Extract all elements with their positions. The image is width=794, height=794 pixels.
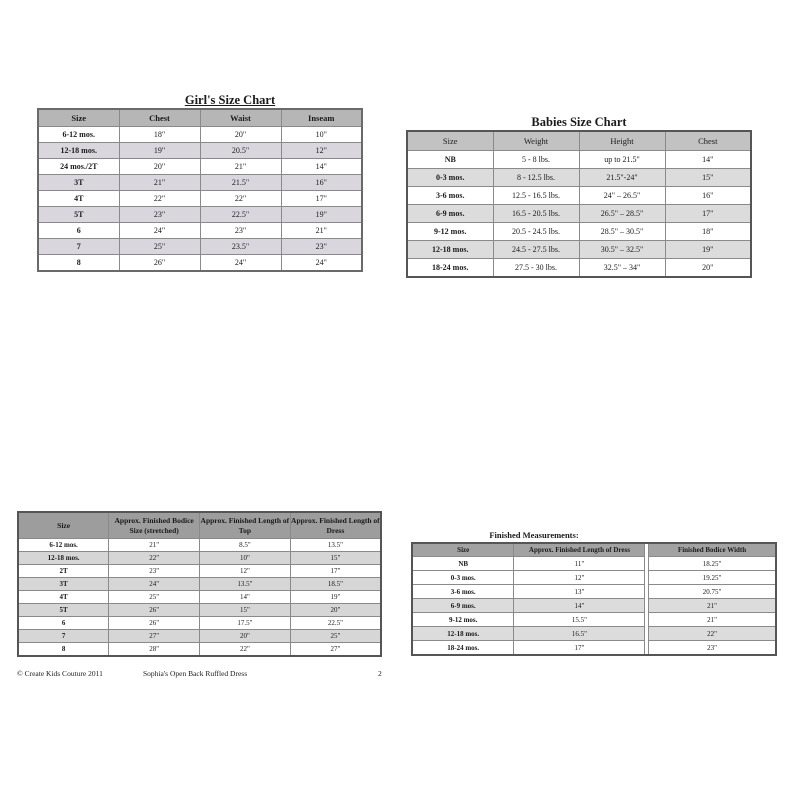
table-row [38,143,362,159]
value-cell: 27" [109,630,200,643]
value-cell: 26" [109,617,200,630]
copyright-text: © Create Kids Couture 2011 [17,669,103,678]
table-row [412,641,776,656]
table-header-row [412,543,776,557]
value-cell: 17" [665,205,751,223]
table-row [18,630,381,643]
size-cell: 9-12 mos. [407,223,493,241]
table-row [407,223,751,241]
finished-sizes-chart [17,511,382,657]
size-cell: 7 [38,239,119,255]
size-cell: 6 [38,223,119,239]
table-row [38,239,362,255]
value-cell: 23" [649,641,776,656]
size-cell: 3T [38,175,119,191]
table-row [38,207,362,223]
value-cell: 20" [200,127,281,143]
value-cell: 20.75" [649,585,776,599]
value-cell: 21.5" [200,175,281,191]
babies-chart-title: Babies Size Chart [531,115,627,129]
size-cell: 5T [38,207,119,223]
table-header-row [38,109,362,127]
finished-measurements-table [411,542,777,656]
value-cell: 20" [200,630,291,643]
table-row [407,205,751,223]
table-row [38,175,362,191]
table-row [18,591,381,604]
value-cell: 27" [290,643,381,657]
table-row [412,571,776,585]
value-cell: 21" [649,613,776,627]
girls-size-chart [37,92,363,272]
value-cell: 23" [281,239,362,255]
size-cell: 9-12 mos. [412,613,514,627]
column-header: Chest [119,109,200,127]
value-cell: 26.5" – 28.5" [579,205,665,223]
column-header: Approx. Finished Length of Dress [290,512,381,539]
table-row [412,585,776,599]
value-cell: 20.5 - 24.5 lbs. [493,223,579,241]
column-header: Finished Bodice Width [649,543,776,557]
value-cell: 24" [119,223,200,239]
table-row [18,539,381,552]
table-row [18,578,381,591]
value-cell: 17.5" [200,617,291,630]
value-cell: 21" [119,175,200,191]
value-cell: 27.5 - 30 lbs. [493,259,579,278]
value-cell: 18" [665,223,751,241]
column-header: Inseam [281,109,362,127]
babies-size-chart [406,115,752,278]
value-cell: 21.5"-24" [579,169,665,187]
value-cell: 13.5" [290,539,381,552]
column-header: Weight [493,131,579,151]
value-cell: 20.5" [200,143,281,159]
table-row [412,557,776,571]
value-cell: 21" [200,159,281,175]
value-cell: 22.5" [200,207,281,223]
size-cell: 3-6 mos. [407,187,493,205]
value-cell: 16" [665,187,751,205]
table-row [412,599,776,613]
value-cell: 26" [119,255,200,272]
value-cell: 14" [281,159,362,175]
value-cell: 8.5" [200,539,291,552]
value-cell: 15.5" [514,613,645,627]
document-title: Sophia's Open Back Ruffled Dress [143,669,248,678]
value-cell: 24" [281,255,362,272]
size-cell: 12-18 mos. [18,552,109,565]
girls-size-table [37,108,363,272]
table-row [38,255,362,272]
table-row [407,187,751,205]
table-row [18,604,381,617]
babies-size-table [406,130,752,278]
column-header: Chest [665,131,751,151]
finished-measurements-title: Finished Measurements: [489,530,579,540]
value-cell: 5 - 8 lbs. [493,151,579,169]
value-cell: 10" [200,552,291,565]
page-number: 2 [378,669,382,678]
table-row [407,241,751,259]
column-header: Approx. Finished Length of Dress [514,543,645,557]
value-cell: 22.5" [290,617,381,630]
value-cell: 12" [281,143,362,159]
column-header: Approx. Finished Length of Top [200,512,291,539]
value-cell: 20" [665,259,751,278]
value-cell: 12" [200,565,291,578]
value-cell: 21" [281,223,362,239]
value-cell: 30.5" – 32.5" [579,241,665,259]
size-cell: 12-18 mos. [407,241,493,259]
value-cell: 32.5" – 34" [579,259,665,278]
size-cell: 12-18 mos. [412,627,514,641]
column-header: Approx. Finished Bodice Size (stretched) [109,512,200,539]
value-cell: 20" [119,159,200,175]
table-row [38,127,362,143]
value-cell: 24" [109,578,200,591]
value-cell: 21" [649,599,776,613]
value-cell: 22" [649,627,776,641]
column-header: Size [407,131,493,151]
value-cell: 13" [514,585,645,599]
table-row [38,191,362,207]
size-cell: 12-18 mos. [38,143,119,159]
value-cell: 8 - 12.5 lbs. [493,169,579,187]
size-cell: 4T [38,191,119,207]
value-cell: 23" [119,207,200,223]
value-cell: 24" – 26.5" [579,187,665,205]
size-cell: NB [412,557,514,571]
value-cell: up to 21.5" [579,151,665,169]
table-row [18,552,381,565]
value-cell: 25" [290,630,381,643]
value-cell: 18.25" [649,557,776,571]
value-cell: 17" [514,641,645,656]
size-cell: 6-9 mos. [412,599,514,613]
table-row [412,613,776,627]
value-cell: 12" [514,571,645,585]
size-cell: 6-12 mos. [18,539,109,552]
value-cell: 14" [665,151,751,169]
size-cell: 6 [18,617,109,630]
size-cell: 0-3 mos. [412,571,514,585]
value-cell: 24" [200,255,281,272]
column-header: Size [412,543,514,557]
value-cell: 22" [200,191,281,207]
size-cell: 4T [18,591,109,604]
column-header: Size [38,109,119,127]
column-header: Size [18,512,109,539]
value-cell: 16.5 - 20.5 lbs. [493,205,579,223]
size-cell: 3T [18,578,109,591]
table-row [38,223,362,239]
size-cell: 0-3 mos. [407,169,493,187]
value-cell: 25" [119,239,200,255]
size-cell: 5T [18,604,109,617]
value-cell: 22" [200,643,291,657]
value-cell: 16.5" [514,627,645,641]
finished-sizes-table [17,511,382,657]
value-cell: 15" [290,552,381,565]
value-cell: 14" [514,599,645,613]
column-header: Height [579,131,665,151]
value-cell: 16" [281,175,362,191]
size-cell: 6-12 mos. [38,127,119,143]
value-cell: 22" [109,552,200,565]
table-row [38,159,362,175]
size-cell: 6-9 mos. [407,205,493,223]
value-cell: 23.5" [200,239,281,255]
value-cell: 28.5" – 30.5" [579,223,665,241]
value-cell: 26" [109,604,200,617]
size-cell: 24 mos./2T [38,159,119,175]
value-cell: 17" [290,565,381,578]
table-row [18,643,381,657]
value-cell: 15" [665,169,751,187]
value-cell: 11" [514,557,645,571]
value-cell: 19" [290,591,381,604]
table-row [407,169,751,187]
finished-measurements-chart [411,529,777,656]
column-header: Waist [200,109,281,127]
value-cell: 19.25" [649,571,776,585]
value-cell: 21" [109,539,200,552]
value-cell: 20" [290,604,381,617]
value-cell: 19" [281,207,362,223]
value-cell: 15" [200,604,291,617]
table-row [18,565,381,578]
value-cell: 25" [109,591,200,604]
table-row [407,259,751,278]
value-cell: 17" [281,191,362,207]
size-cell: NB [407,151,493,169]
table-row [407,151,751,169]
size-cell: 8 [18,643,109,657]
table-header-row [18,512,381,539]
value-cell: 19" [119,143,200,159]
page-footer [17,669,384,681]
table-row [18,617,381,630]
size-cell: 2T [18,565,109,578]
value-cell: 18.5" [290,578,381,591]
value-cell: 13.5" [200,578,291,591]
size-cell: 8 [38,255,119,272]
table-header-row [407,131,751,151]
value-cell: 14" [200,591,291,604]
size-cell: 18-24 mos. [407,259,493,278]
value-cell: 12.5 - 16.5 lbs. [493,187,579,205]
table-row [412,627,776,641]
value-cell: 23" [109,565,200,578]
value-cell: 10" [281,127,362,143]
value-cell: 28" [109,643,200,657]
size-cell: 18-24 mos. [412,641,514,656]
value-cell: 23" [200,223,281,239]
girls-chart-title: Girl's Size Chart [184,93,276,107]
value-cell: 18" [119,127,200,143]
size-cell: 7 [18,630,109,643]
value-cell: 22" [119,191,200,207]
value-cell: 19" [665,241,751,259]
size-cell: 3-6 mos. [412,585,514,599]
value-cell: 24.5 - 27.5 lbs. [493,241,579,259]
